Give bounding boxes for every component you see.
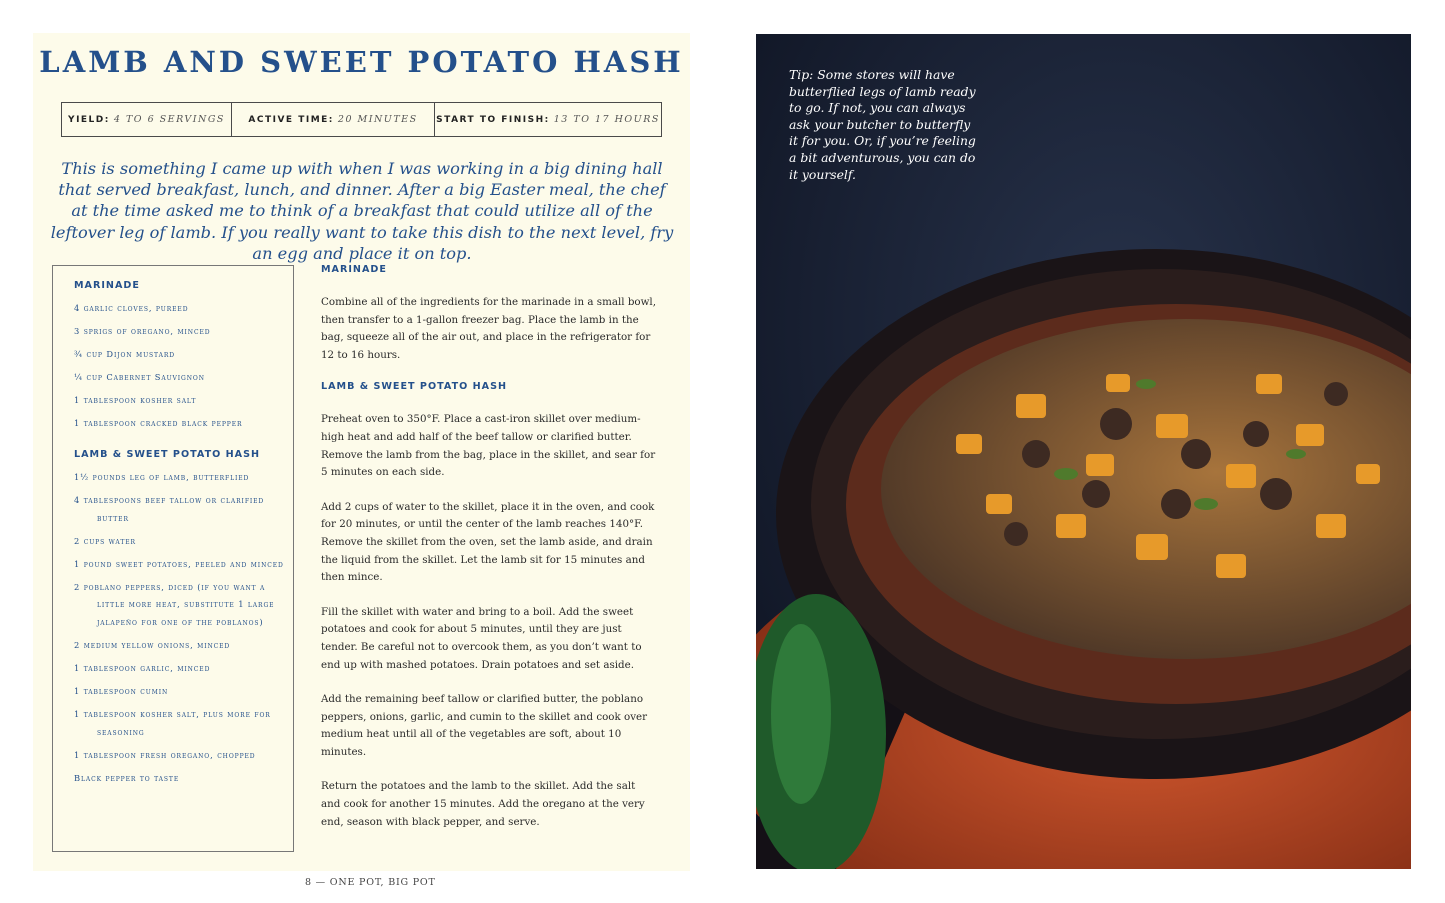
recipe-title: LAMB AND SWEET POTATO HASH [39, 45, 684, 79]
yield-cell [62, 103, 231, 136]
ingredient-item: 1 tablespoon kosher salt, plus more for seasoning [74, 709, 271, 737]
ingredient-item: 4 garlic cloves, pureed [74, 303, 189, 313]
active-time-label: ACTIVE TIME: [248, 114, 334, 125]
dish-photo [756, 34, 1411, 869]
method-section [321, 264, 656, 848]
ingredient-item: 1 tablespoon fresh oregano, chopped [74, 749, 256, 760]
recipe-intro: This is something I came up with when I was working in a big dining hall that served breakfast, lunch, and dinner. After a big Easter meal, the chef at the time asked me to think of a breakfast that could utilize all of the leftover leg of lamb. If you really want to take this dish to the next level, fry an egg and place it on top. [50, 159, 674, 263]
ingredient-item: 1 tablespoon cumin [74, 686, 169, 697]
active-time-value: 20 MINUTES [337, 114, 418, 125]
ingredient-item: ¾ cup Dijon mustard [74, 349, 175, 360]
ingredient-item: 2 cups water [74, 535, 136, 546]
ingredients-list [74, 280, 284, 793]
ingredient-item: 2 medium yellow onions, minced [74, 639, 231, 650]
ingredients-box [52, 265, 294, 852]
ingredient-item: 1½ pounds leg of lamb, butterflied [74, 471, 250, 482]
method-paragraph: Preheat oven to 350°F. Place a cast-iron skillet over medium-high heat and add half of the beef tallow or clarified butter. Remove the lamb from the bag, place in the skillet, and sear for 5 minutes on each side. [321, 413, 656, 479]
method-paragraph: Add 2 cups of water to the skillet, place it in the oven, and cook for 20 minutes, or until the center of the lamb reaches 140°F. Remove the skillet from the oven, set the lamb aside, and drain the liquid from the skillet. Let the lamb sit for 15 minutes and then mince. [321, 500, 655, 584]
method-marinade-heading: MARINADE [321, 264, 387, 275]
ingredient-item: 2 poblano peppers, diced (if you want a little more heat, substitute 1 large jalapeño for one of the poblanos) [74, 581, 275, 627]
method-paragraph: Add the remaining beef tallow or clarified butter, the poblano peppers, onions, garlic, and cumin to the skillet and cook over medium heat until all of the vegetables are soft, about 10 minutes. [321, 693, 648, 758]
recipe-page [33, 33, 690, 871]
active-time-cell [231, 103, 434, 136]
start-to-finish-value: 13 TO 17 HOURS [553, 114, 660, 125]
page-footer: 8 — ONE POT, BIG POT [305, 877, 436, 888]
method-hash-heading: LAMB & SWEET POTATO HASH [321, 381, 508, 393]
ingredients-marinade-heading: MARINADE [74, 280, 140, 291]
yield-value: 4 TO 6 SERVINGS [113, 114, 225, 125]
method-paragraph: Combine all of the ingredients for the marinade in a small bowl, then transfer to a 1-gallon freezer bag. Place the lamb in the bag, squeeze all of the air out, and place in the refrigerator for 12 to 16 hours. [321, 296, 656, 361]
method-paragraph: Fill the skillet with water and bring to a boil. Add the sweet potatoes and cook for about 5 minutes, until they are just tender. Be careful not to overcook them, as you don’t want to end up with mashed potatoes. Drain potatoes and set aside. [321, 605, 642, 671]
start-to-finish-cell [434, 103, 661, 136]
ingredient-item: 1 tablespoon kosher salt [74, 395, 197, 406]
yield-label: YIELD: [68, 114, 110, 125]
recipe-meta-box [61, 102, 662, 137]
photo-tip: Tip: Some stores will have butterflied legs of lamb ready to go. If not, you can always ask your butcher to butterfly it for you. Or, if you’re feeling a bit adventurous, you can do it yourself. [789, 67, 976, 182]
ingredient-item: ¼ cup Cabernet Sauvignon [74, 372, 205, 383]
ingredient-item: 1 tablespoon garlic, minced [74, 663, 211, 674]
ingredient-item: Black pepper to taste [74, 772, 180, 783]
start-to-finish-label: START TO FINISH: [436, 114, 550, 125]
ingredients-hash-heading: LAMB & SWEET POTATO HASH [74, 448, 261, 460]
ingredient-item: 1 pound sweet potatoes, peeled and minced [74, 558, 284, 569]
ingredient-item: 1 tablespoon cracked black pepper [74, 418, 243, 429]
method-paragraph: Return the potatoes and the lamb to the skillet. Add the salt and cook for another 15 minutes. Add the oregano at the very end, season with black pepper, and serve. [321, 780, 645, 828]
ingredient-item: 3 sprigs of oregano, minced [74, 326, 211, 337]
ingredient-item: 4 tablespoons beef tallow or clarified butter [74, 495, 265, 523]
